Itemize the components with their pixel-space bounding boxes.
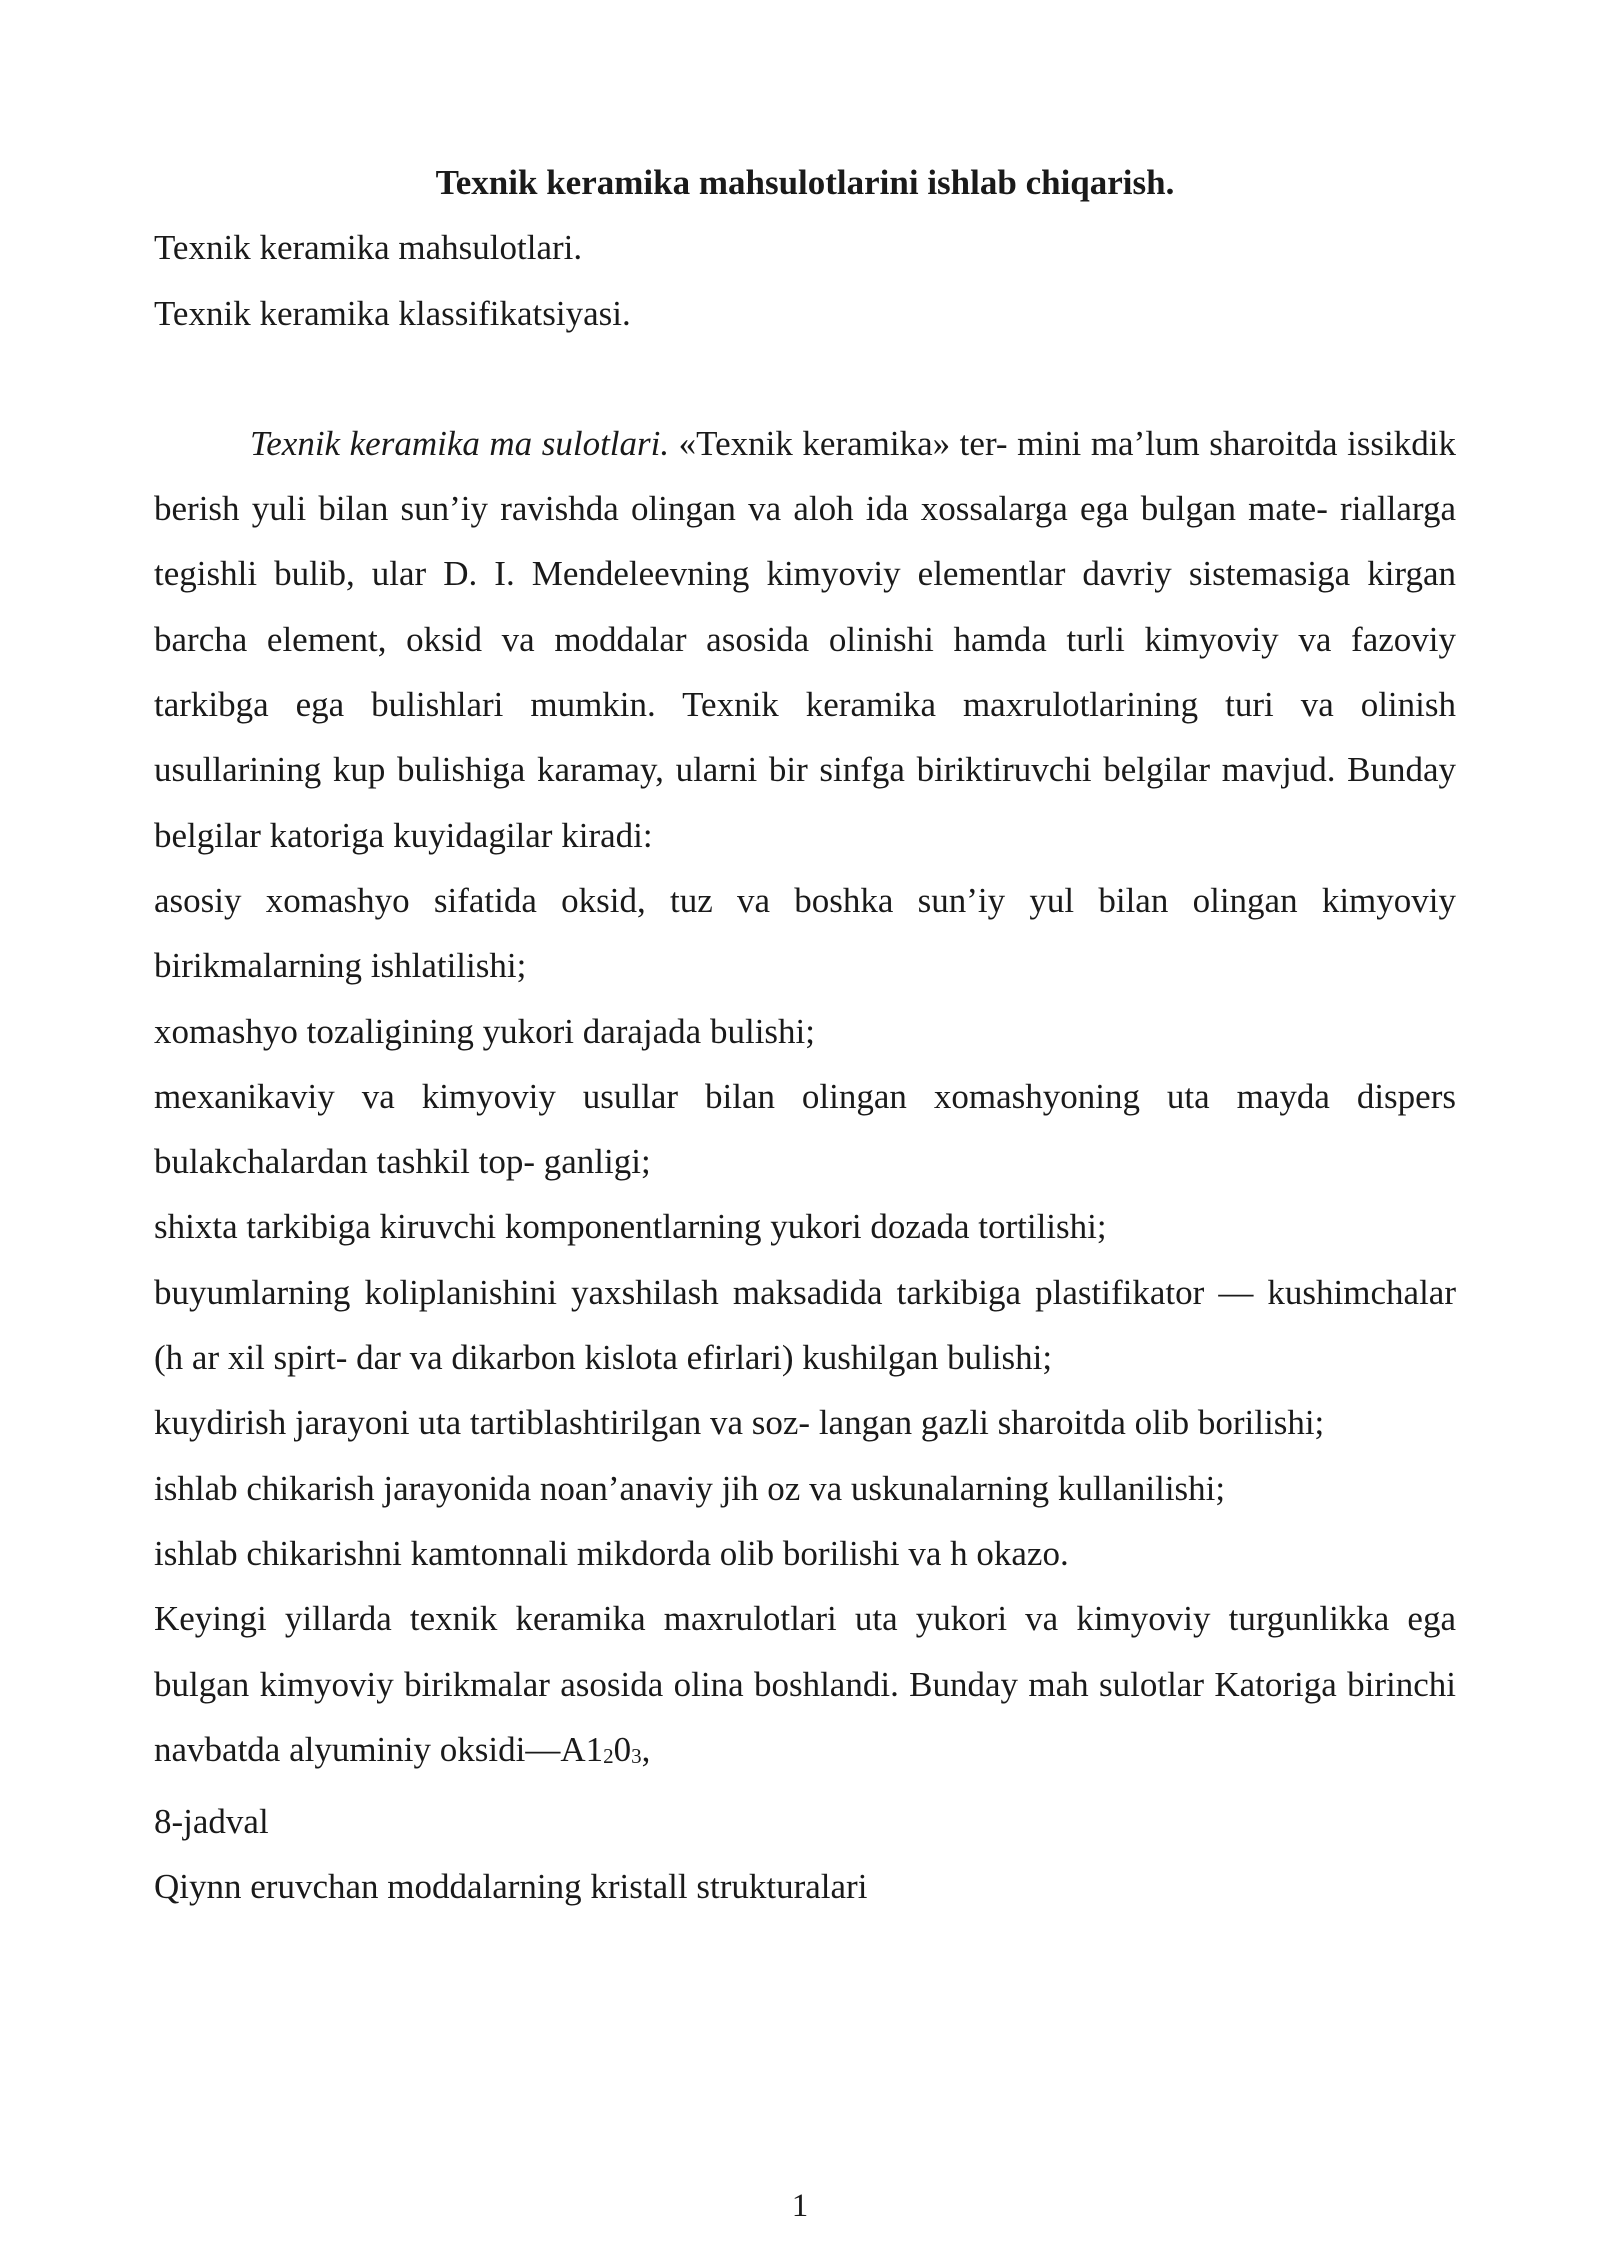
list-item: buyumlarning koliplanishini yaxshilash maksadida tarkibiga plastifikator — kushimchalar (h ar xil spirt- dar va dikarbon kislota efirlari) kushilgan bulishi; bbox=[154, 1272, 1456, 1378]
document-body bbox=[154, 150, 1456, 1920]
document-title: Texnik keramika mahsulotlarini ishlab chiqarish. bbox=[435, 163, 1175, 202]
page-number: 1 bbox=[791, 2188, 809, 2224]
list-item: asosiy xomashyo sifatida oksid, tuz va boshka sun’iy yul bilan olingan kimyoviy birikmalarning ishlatilishi; bbox=[154, 880, 1456, 986]
closing-paragraph bbox=[154, 1586, 1456, 1789]
subscript: 3 bbox=[631, 1743, 642, 1768]
list-item: shixta tarkibiga kiruvchi komponentlarning yukori dozada tortilishi; bbox=[154, 1207, 1107, 1247]
table-caption: Qiynn eruvchan moddalarning kristall strukturalari bbox=[154, 1867, 868, 1907]
list-item: ishlab chikarish jarayonida noan’anaviy jih oz va uskunalarning kullanilishi; bbox=[154, 1468, 1226, 1508]
closing-end: , bbox=[641, 1729, 651, 1769]
closing-formula-part: 0 bbox=[613, 1729, 632, 1769]
closing-text: Keyingi yillarda texnik keramika maxrulotlari uta yukori va kimyoviy turgunlikka ega bulgan kimyoviy birikmalar asosida olina boshlandi. Bunday mah sulotlar Katoriga birinchi navbatda alyuminiy oksidi—A1 bbox=[154, 1599, 1456, 1769]
list-item: mexanikaviy va kimyoviy usullar bilan olingan xomashyoning uta mayda dispers bulakchalardan tashkil top- ganligi; bbox=[154, 1076, 1456, 1182]
intro-lead: Texnik keramika ma sulotlari. bbox=[250, 423, 670, 463]
spacer bbox=[154, 346, 1456, 411]
topic-line: Texnik keramika mahsulotlari. bbox=[154, 228, 583, 268]
subscript: 2 bbox=[603, 1743, 614, 1768]
list-item: xomashyo tozaligining yukori darajada bulishi; bbox=[154, 1011, 815, 1051]
intro-paragraph bbox=[154, 411, 1456, 868]
list-item: ishlab chikarishni kamtonnali mikdorda olib borilishi va h okazo. bbox=[154, 1533, 1069, 1573]
list-item: kuydirish jarayoni uta tartiblashtirilgan va soz- langan gazli sharoitda olib borilishi; bbox=[154, 1403, 1325, 1443]
intro-text: «Texnik keramika» ter- mini ma’lum sharoitda issikdik berish yuli bilan sun’iy ravishda olingan va aloh ida xossalarga ega bulgan mate- riallarga tegishli bulib, ular D. I. Mendeleevning kimyoviy elementlar davriy sistemasiga kirgan barcha element, oksid va moddalar asosida olinishi hamda turli kimyoviy va fazoviy tarkibga ega bulishlari mumkin. Texnik keramika maxrulotlarining turi va olinish usullarining kup bulishiga karamay, ularni bir sinfga biriktiruvchi belgilar mavjud. Bunday belgilar katoriga kuyidagilar kiradi: bbox=[154, 423, 1456, 855]
table-reference: 8-jadval bbox=[154, 1802, 269, 1842]
topic-line: Texnik keramika klassifikatsiyasi. bbox=[154, 293, 631, 333]
